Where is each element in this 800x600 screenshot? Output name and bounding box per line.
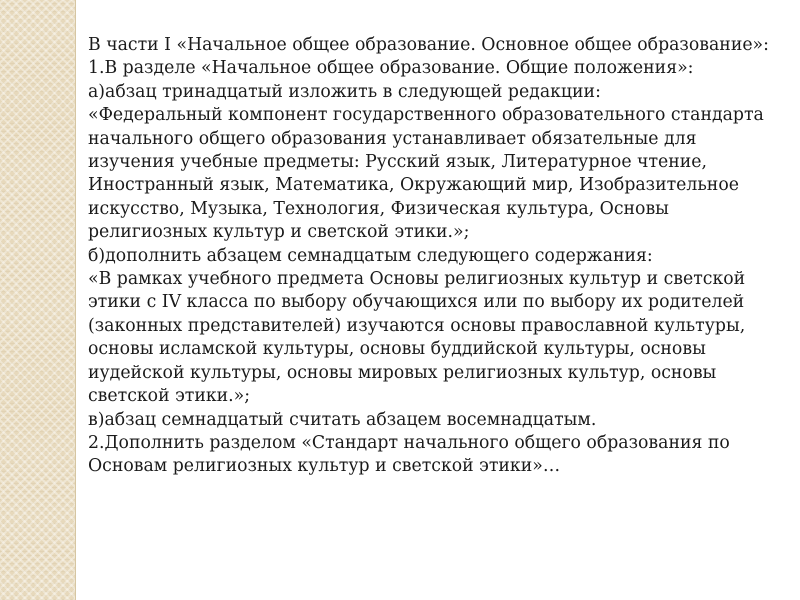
document-body — [88, 34, 778, 479]
decorative-side-strip — [0, 0, 75, 600]
paragraph-item-a: а)абзац тринадцатый изложить в следующей редакции: — [88, 81, 601, 102]
paragraph-item-b: б)дополнить абзацем семнадцатым следующего содержания: — [88, 245, 653, 266]
side-strip-edge — [75, 0, 76, 600]
paragraph-quote-religious-cultures: «В рамках учебного предмета Основы религиозных культур и светской этики с IV класса по выбору обучающихся или по выбору их родителей (законных представителей) изучаются основы православной культуры, основы исламской культуры, основы буддийской культуры, основы иудейской культуры, основы мировых религиозных культур, основы светской этики.»; — [88, 269, 746, 407]
paragraph-section-1: 1.В разделе «Начальное общее образование. Общие положения»: — [88, 58, 694, 79]
paragraph-item-v: в)абзац семнадцатый считать абзацем восемнадцатым. — [88, 409, 597, 430]
paragraph-section-2: 2.Дополнить разделом «Стандарт начального общего образования по Основам религиозных культур и светской этики»… — [88, 432, 730, 477]
paragraph-part-intro: В части I «Начальное общее образование. Основное общее образование»: — [88, 35, 769, 55]
paragraph-quote-federal-component: «Федеральный компонент государственного образовательного стандарта начального общего образования устанавливает обязательные для изучения учебные предметы: Русский язык, Литературное чтение, Иностранный язык, Математика, Окружающий мир, Изобразительное искусство, Музыка, Технология, Физическая культура, Основы религиозных культур и светской этики.»; — [88, 105, 764, 243]
